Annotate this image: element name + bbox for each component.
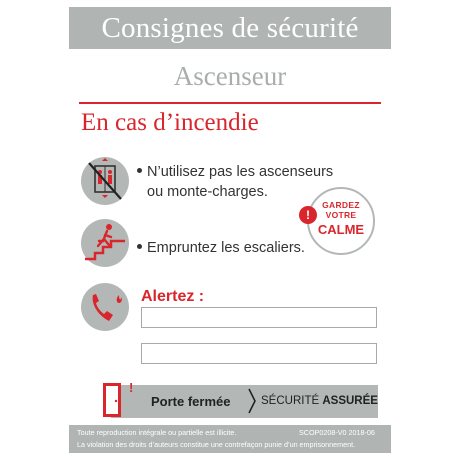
calm-line3: CALME <box>317 222 365 237</box>
instruction-text: Empruntez les escaliers. <box>147 240 305 256</box>
footer-line1: Toute reproduction intégrale ou partielle est illicite. <box>77 428 237 437</box>
alert-label: Alertez : <box>141 288 205 305</box>
instruction-no-elevator <box>137 162 337 202</box>
warning-icon: ! <box>299 206 317 224</box>
no-elevator-icon <box>81 157 129 205</box>
door-icon <box>101 381 125 419</box>
stairs-exit-icon <box>81 219 129 267</box>
alert-field-2[interactable] <box>141 343 377 364</box>
phone-fire-icon <box>81 283 129 331</box>
security-prefix: SÉCURITÉ <box>261 395 320 407</box>
instruction-text-line2: ou monte-charges. <box>147 184 268 200</box>
bullet <box>137 168 142 173</box>
bullet <box>137 244 142 249</box>
section-title: En cas d’incendie <box>81 109 259 136</box>
calm-line1: GARDEZ <box>322 200 360 210</box>
footer-code: SCOP0208-V0 2018-06 <box>299 428 375 437</box>
instruction-text: N’utilisez pas les ascenseurs <box>147 164 334 180</box>
alert-field-1[interactable] <box>141 307 377 328</box>
security-assured-text <box>261 395 378 407</box>
footer-line2: La violation des droits d’auteurs constitue une contrefaçon punie d’un emprisonnement. <box>77 440 356 449</box>
door-warning-icon: ! <box>129 380 134 395</box>
calm-line2: VOTRE <box>325 210 357 220</box>
header-band <box>69 7 391 49</box>
poster-subtitle: Ascenseur <box>173 61 287 91</box>
divider <box>79 102 381 104</box>
closed-door-text: Porte fermée <box>151 394 231 409</box>
chevron-icon <box>247 387 257 415</box>
security-bold: ASSURÉE <box>322 395 378 407</box>
instruction-stairs <box>137 238 357 258</box>
safety-poster <box>69 7 391 453</box>
poster-title: Consignes de sécurité <box>101 11 359 44</box>
